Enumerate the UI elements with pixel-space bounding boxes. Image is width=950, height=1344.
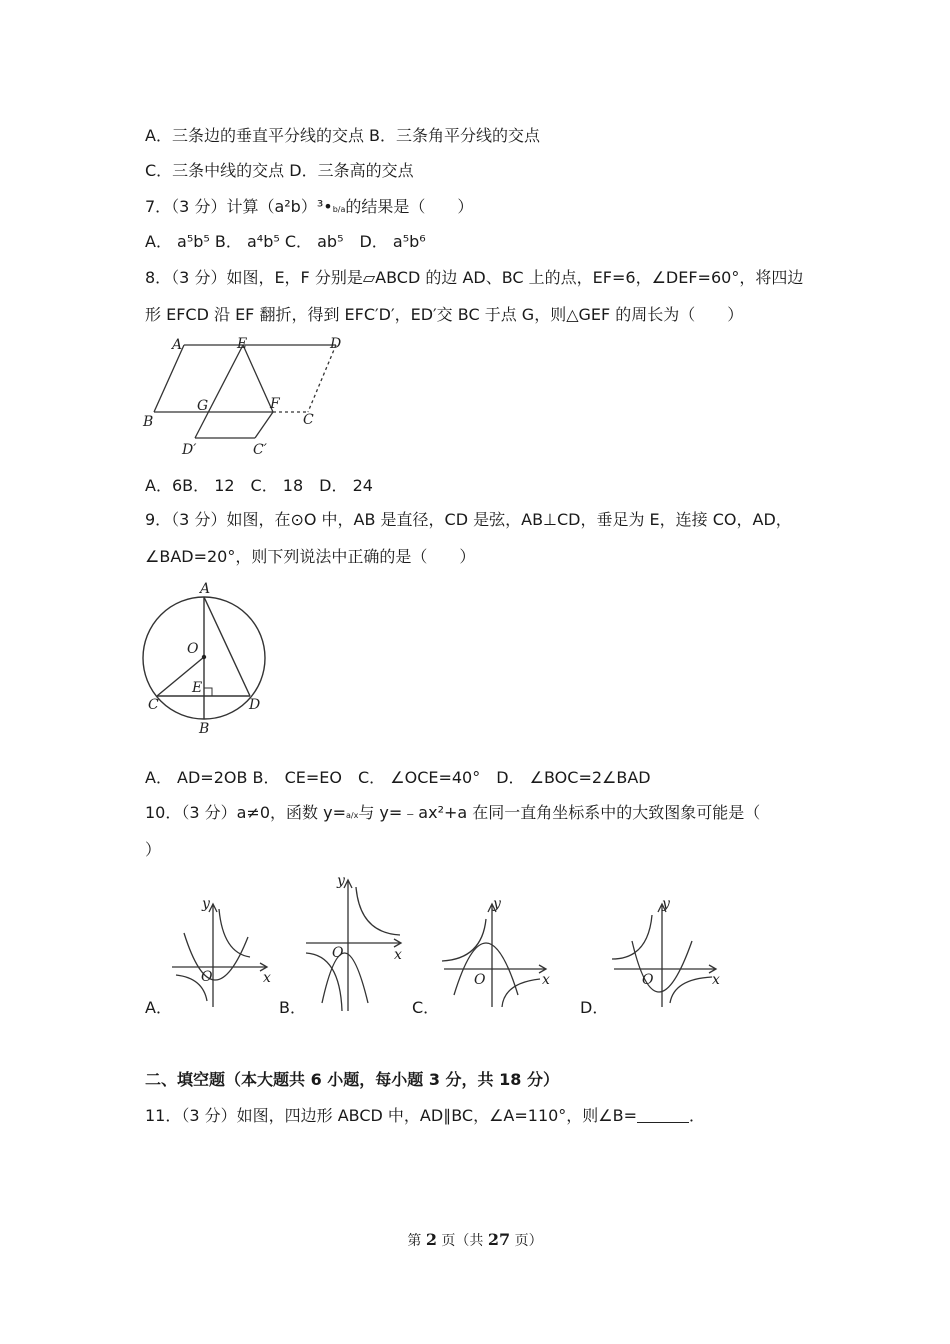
hyperbola-q2: [612, 915, 652, 959]
axis-y-label: y: [337, 873, 345, 889]
q8-stem-line2: 形 EFCD 沿 EF 翻折，得到 EFC′D′，ED′交 BC 于点 G，则△GEF 的周长为（ ）: [145, 305, 744, 324]
footer-middle: 页（共: [436, 1233, 488, 1249]
label-B: B: [199, 721, 210, 737]
q10-graph-a: [168, 895, 278, 1015]
q9-stem-line1: 9．（3 分）如图，在⊙O 中，AB 是直径，CD 是弦，AB⊥CD，垂足为 E，连接 CO，AD，: [145, 510, 792, 529]
q10-stem-a: 10．（3 分）a≠0，函数 y=: [145, 803, 346, 822]
q9-circle-figure: [140, 578, 270, 738]
footer-prefix: 第: [407, 1233, 426, 1249]
label-B: B: [143, 414, 154, 430]
q10-option-c-label: C．: [412, 998, 440, 1017]
axis-y-label: y: [493, 896, 501, 912]
q7-stem-b: 的结果是（ ）: [345, 197, 474, 216]
footer-total-pages: 27: [487, 1230, 511, 1249]
center-dot: [202, 655, 206, 659]
label-D: D: [249, 697, 261, 713]
axis-y-label: y: [202, 896, 210, 912]
axis-x-label: x: [542, 972, 550, 988]
q10-stem-line2: ）: [145, 840, 162, 859]
axis-x-label: x: [394, 947, 402, 963]
label-F: F: [270, 396, 280, 412]
origin-label: O: [201, 969, 213, 985]
footer-page-number: 2: [425, 1230, 437, 1249]
q8-stem-line1: 8．（3 分）如图，E，F 分别是▱ABCD 的边 AD、BC 上的点，EF=6，∠DEF=60°，将四边: [145, 268, 804, 287]
q10-option-a-label: A．: [145, 998, 172, 1017]
q7-stem: [145, 197, 473, 220]
q8-options: A．6B． 12 C． 18 D． 24: [145, 476, 373, 495]
label-D: D: [330, 336, 342, 352]
label-C-prime: C′: [253, 442, 267, 458]
hyperbola-q3: [306, 953, 342, 1011]
origin-label: O: [332, 945, 344, 961]
label-A: A: [172, 337, 183, 353]
q11-answer-blank: [637, 1108, 689, 1123]
line-DC-dashed: [308, 345, 336, 412]
parabola: [184, 933, 248, 980]
q9-stem-line2: ∠BAD=20°，则下列说法中正确的是（ ）: [145, 547, 476, 566]
q10-option-d-label: D．: [580, 998, 609, 1017]
axis-x-label: x: [263, 970, 271, 986]
q10-stem-b: 与 y=﹣ax²+a 在同一直角坐标系中的大致图象可能是（: [358, 803, 761, 822]
q11-stem-text: 11．（3 分）如图，四边形 ABCD 中，AD∥BC，∠A=110°，则∠B=: [145, 1106, 638, 1125]
q7-options: A． a⁵b⁵ B． a⁴b⁵ C． ab⁵ D． a⁵b⁶: [145, 232, 426, 251]
parabola: [322, 953, 368, 1003]
q6-options-line2: C．三条中线的交点 D．三条高的交点: [145, 161, 414, 180]
q7-fraction: b/a: [332, 205, 346, 214]
hyperbola-q1: [356, 887, 400, 935]
q10-stem: [145, 803, 760, 826]
q10-graph-d: [610, 895, 725, 1015]
axis-x-label: x: [712, 972, 720, 988]
label-C: C: [148, 697, 159, 713]
q10-graph-b: [302, 873, 412, 1018]
q9-options: A． AD=2OB B． CE=EO C． ∠OCE=40° D． ∠BOC=2∠BAD: [145, 768, 651, 787]
page-footer: [0, 1230, 950, 1250]
hyperbola-q4: [670, 977, 712, 1003]
q6-options-line1: A．三条边的垂直平分线的交点 B．三条角平分线的交点: [145, 126, 541, 145]
q7-stem-a: 7．（3 分）计算（a²b）³•: [145, 197, 333, 216]
label-E: E: [237, 336, 248, 352]
origin-label: O: [642, 972, 654, 988]
q10-option-b-label: B．: [279, 998, 306, 1017]
label-G: G: [197, 398, 209, 414]
label-O: O: [187, 641, 199, 657]
line-CpF: [255, 412, 273, 438]
axis-y-label: y: [662, 896, 670, 912]
hyperbola-q2: [442, 919, 486, 961]
hyperbola-q1: [219, 909, 250, 957]
q10-graph-c: [440, 895, 555, 1015]
line-AB: [154, 345, 184, 412]
q11-end: ．: [689, 1106, 706, 1125]
label-A: A: [200, 581, 211, 597]
right-angle-mark: [204, 688, 212, 696]
label-E: E: [192, 680, 203, 696]
q10-fraction: a/x: [345, 811, 359, 820]
q11-stem: [145, 1106, 705, 1126]
label-C: C: [303, 412, 314, 428]
line-EF: [243, 345, 273, 412]
label-D-prime: D′: [182, 442, 197, 458]
q8-parallelogram-figure: [140, 335, 350, 460]
origin-label: O: [474, 972, 486, 988]
section2-heading: 二、填空题（本大题共 6 小题，每小题 3 分，共 18 分）: [145, 1070, 559, 1089]
hyperbola-q4: [502, 979, 540, 1007]
line-EDp: [195, 345, 243, 438]
footer-suffix: 页）: [510, 1233, 543, 1249]
